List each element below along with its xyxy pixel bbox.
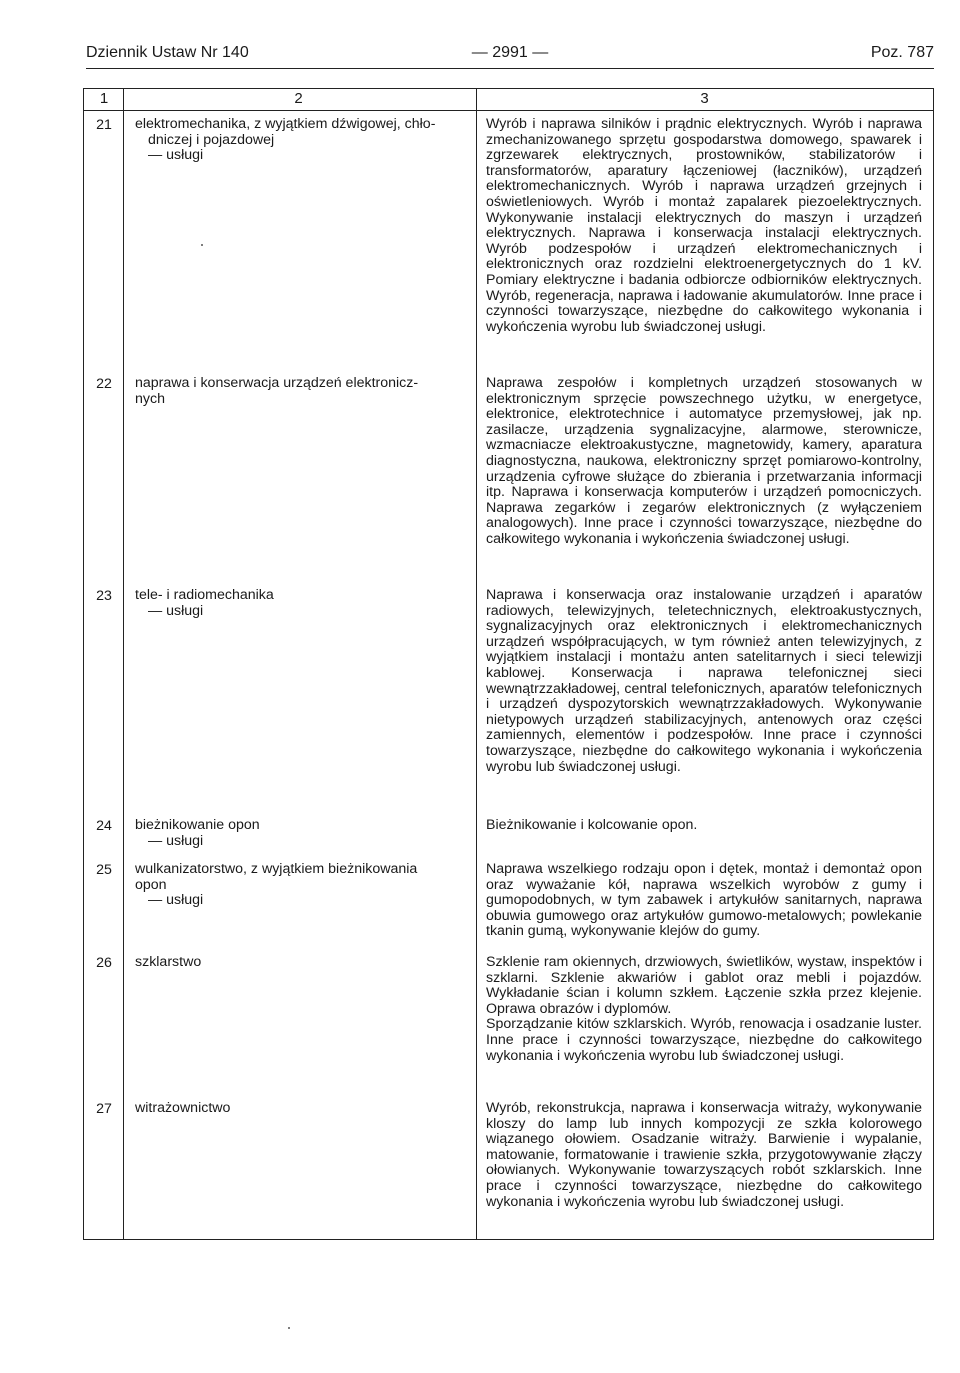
header-row-divider: [84, 110, 933, 111]
craft-description: Bieżnikowanie i kolcowanie opon.: [486, 817, 698, 833]
column-divider-1: [123, 89, 124, 1239]
row-number: 26: [96, 955, 112, 971]
craft-name-line: — usługi: [148, 147, 204, 164]
craft-name-line: opon: [135, 876, 167, 893]
craft-name: [135, 862, 467, 909]
row-number: 27: [96, 1101, 112, 1117]
craft-name: [135, 818, 467, 849]
craft-name: [135, 955, 467, 971]
position-number: Poz. 787: [870, 44, 934, 61]
craft-name: [135, 117, 467, 164]
craft-name-line: tele- i radiomechanika: [135, 587, 274, 603]
scan-speck: [288, 1327, 290, 1329]
craft-description: Naprawa wszelkiego rodzaju opon i dętek, montaż i demontaż opon oraz wyważanie kół, naprawa wszelkich wyrobów z gumy i gumopodobnych, w tym zabawek i artykułów sanitarnych, naprawa obuwia gumowego oraz artykułów gumowo-metalowych; powlekanie tkanin gumą, wykonywanie klejów do gumy.: [486, 861, 922, 940]
column-divider-2: [476, 89, 477, 1239]
craft-description: [486, 955, 922, 1064]
craft-description: Wyrób, rekonstrukcja, naprawa i konserwacja witraży, wykonywanie kloszy do lamp lub innych kompozycji ze szkła kolorowego wiązanego ołowiem. Osadzanie witraży. Barwienie i wypalanie, matowanie, formatowanie i trawienie szkła, przygotowywanie złączy ołowianych. Wykonywanie towarzyszących robót szklarskich. Inne prace i czynności towarzyszące, niezbędne do całkowitego wykonania i wykończenia wyrobu lub świadczonej usługi.: [486, 1100, 922, 1210]
craft-description: Wyrób i naprawa silników i prądnic elektrycznych. Wyrób i naprawa zmechanizowanego sprzętu gospodarstwa domowego, spawarek i zgrzewarek elektrycznych, prostowników, stabilizatorów i transformatorów, aparatury łączeniowej (łaczników), urządzeń elektromechanicznych. Wyrób i naprawa urządzeń grzejnych i oświetleniowych. Wyrób i montaż zapalarek piezoelektrycznych. Wykonywanie instalacji elektrycznych do maszyn i urządzeń elektrycznych. Naprawa i konserwacja instalacji elektrycznych. Wyrób podzespołów i urządzeń elektromechanicznych i elektronicznych oraz rozdzielni elektroenergetycznych do 1 kV. Pomiary elektryczne i badania odbiorcze odbiorników elektrycznych. Wyrób, regeneracja, naprawa i ładowanie akumulatorów. Inne prace i czynności towarzyszące, niezbędne do całkowitego wykonania i wykończenia wyrobu lub świadczonej usługi.: [486, 116, 922, 335]
page-header: [86, 44, 934, 68]
craft-name-line: — usługi: [148, 602, 204, 619]
craft-name-line: witrażownictwo: [135, 1100, 231, 1116]
craft-name-line: elektromechanika, z wyjątkiem dźwigowej, chło-: [135, 116, 436, 132]
column-header-2: 2: [294, 90, 303, 107]
row-number: 24: [96, 818, 112, 834]
craft-name-line: dniczej i pojazdowej: [148, 131, 275, 148]
header-rule: [86, 68, 934, 69]
craft-name: [135, 588, 467, 619]
craft-name-line: bieżnikowanie opon: [135, 817, 260, 833]
craft-name-line: szklarstwo: [135, 954, 202, 970]
craft-name: [135, 1101, 467, 1117]
column-header-3: 3: [700, 90, 709, 107]
row-number: 25: [96, 862, 112, 878]
column-header-1: 1: [99, 90, 109, 107]
craft-name-line: naprawa i konserwacja urządzeń elektronicz-: [135, 375, 419, 391]
row-number: 21: [96, 117, 112, 133]
scan-speck: [201, 244, 203, 246]
craft-description: Naprawa i konserwacja oraz instalowanie urządzeń i aparatów radiowych, telewizyjnych, teletechnicznych, elektroakustycznych, sygnalizacyjnych oraz elektronicznych i elektromechanicznych urządzeń współpracujących, w tym również anten telewizyjnych, z wyjątkiem instalacji i montażu anten satelitarnych i sieci telewizji kablowej. Konserwacja i naprawa telefonicznej sieci wewnątrzzakładowej, central telefonicznych, aparatów telefonicznych i urządzeń dyspozytorskich wewnątrzzakładowych. Wykonywanie nietypowych urządzeń stabilizacyjnych, antenowych oraz części zamiennych, elementów i podzespołów. Inne prace i czynności towarzyszące, niezbędne do całkowitego wykonania i wykończenia wyrobu lub świadczonej usługi.: [486, 587, 922, 775]
craft-name-line: — usługi: [148, 832, 204, 849]
journal-title: Dziennik Ustaw Nr 140: [86, 44, 249, 61]
craft-description-paragraph: Sporządzanie kitów szklarskich. Wyrób, renowacja i osadzanie luster. Inne prace i czynności towarzyszące, niezbędne do całkowitego wykonania i wykończenia wyrobu lub świadczonej usługi.: [486, 1016, 922, 1064]
craft-description-paragraph: Szklenie ram okiennych, drzwiowych, świetlików, wystaw, inspektów i szklarni. Szklenie akwariów i gablot oraz mebli i pojazdów. Wykładanie ścian i kolumn szkłem. Łączenie szkła przez klejenie. Oprawa obrazów i dyplomów.: [486, 954, 922, 1017]
row-number: 22: [96, 376, 112, 392]
page-number: — 2991 —: [471, 44, 549, 61]
craft-name-line: — usługi: [148, 892, 204, 909]
craft-name: [135, 376, 467, 407]
row-number: 23: [96, 588, 112, 604]
craft-name-line: wulkanizatorstwo, z wyjątkiem bieżnikowania: [135, 861, 418, 877]
craft-name-line: nych: [135, 390, 165, 407]
craft-description: Naprawa zespołów i kompletnych urządzeń stosowanych w elektronicznym sprzęcie powszechnego użytku, w energetyce, elektronice, elektrotechnice i automatyce przemysłowej, jak np. zasilacze, urządzenia sygnalizacyjne, alarmowe, sterownicze, wzmacniacze elektroakustyczne, magnetowidy, kamery, aparatura diagnostyczna, naukowa, elektroniczny sprzęt pomiarowo-kontrolny, urządzenia cyfrowe służące do zbierania i przetwarzania informacji itp. Naprawa i konserwacja komputerów i urządzeń pomocniczych. Naprawa zegarków i zegarów elektronicznych (z wyłączeniem analogowych). Inne prace i czynności towarzyszące, niezbędne do całkowitego wykonania i wykończenia świadczonej usługi.: [486, 375, 922, 547]
